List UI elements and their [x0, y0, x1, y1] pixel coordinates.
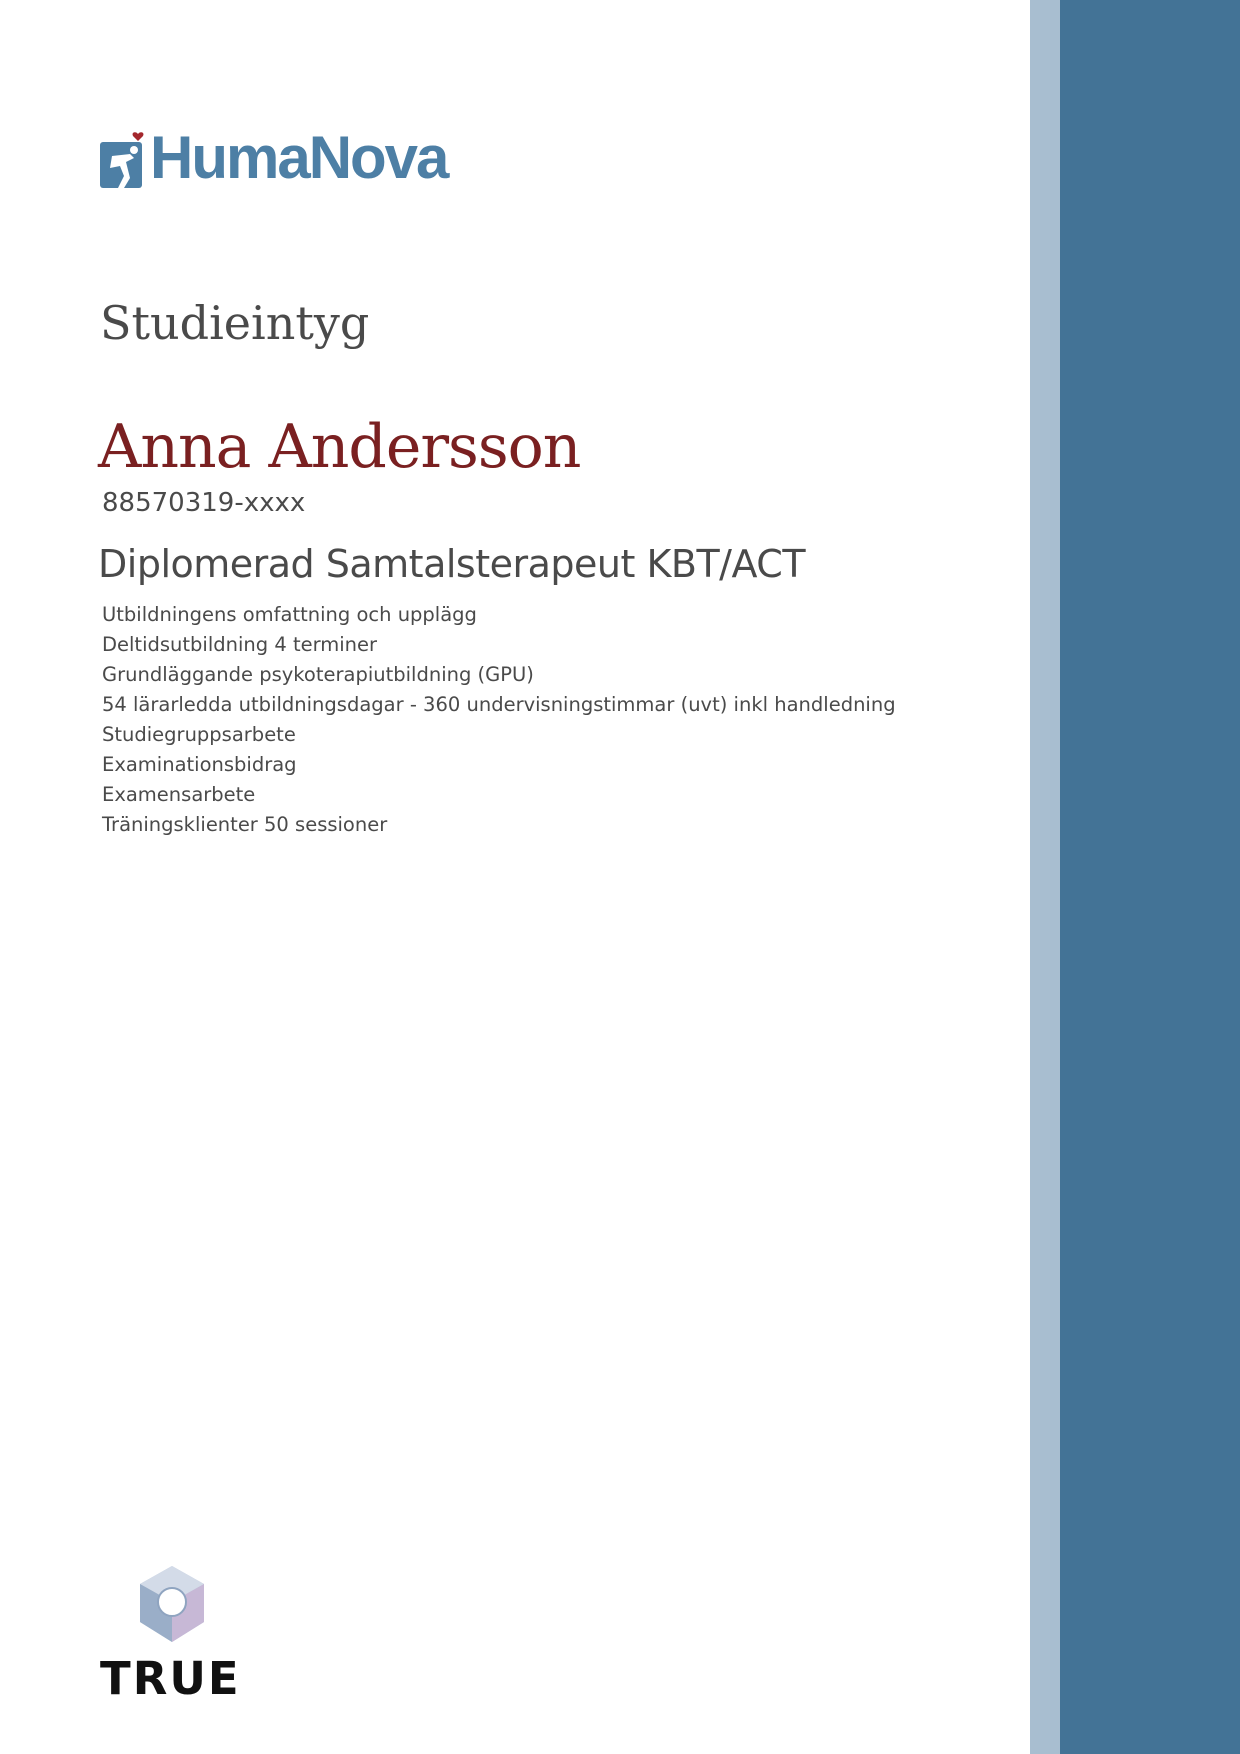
detail-item: Utbildningens omfattning och upplägg	[102, 603, 477, 626]
detail-item: Grundläggande psykoterapiutbildning (GPU)	[102, 663, 534, 686]
detail-item: Examensarbete	[102, 783, 256, 806]
side-stripe-light	[1030, 0, 1060, 1754]
program-title: Diplomerad Samtalsterapeut KBT/ACT	[98, 542, 806, 586]
humanova-logo	[100, 118, 448, 191]
student-name: Anna Andersson	[98, 412, 581, 482]
brand-name: HumaNova	[150, 124, 448, 191]
personal-id-number: 88570319-xxxx	[102, 488, 306, 518]
detail-item: 54 lärarledda utbildningsdagar - 360 undervisningstimmar (uvt) inkl handledning	[102, 693, 896, 716]
side-stripe-dark	[1060, 0, 1240, 1754]
detail-item: Deltidsutbildning 4 terminer	[102, 633, 378, 656]
detail-item: Examinationsbidrag	[102, 753, 297, 776]
hexagon-cube-icon	[132, 1564, 212, 1644]
document-title: Studieintyg	[100, 296, 370, 350]
program-details-list	[102, 600, 896, 840]
detail-item: Träningsklienter 50 sessioner	[102, 813, 388, 836]
humanova-figure-icon	[100, 132, 146, 188]
true-logo	[100, 1564, 245, 1704]
accreditation-name: TRUE	[100, 1652, 241, 1705]
detail-item: Studiegruppsarbete	[102, 723, 296, 746]
